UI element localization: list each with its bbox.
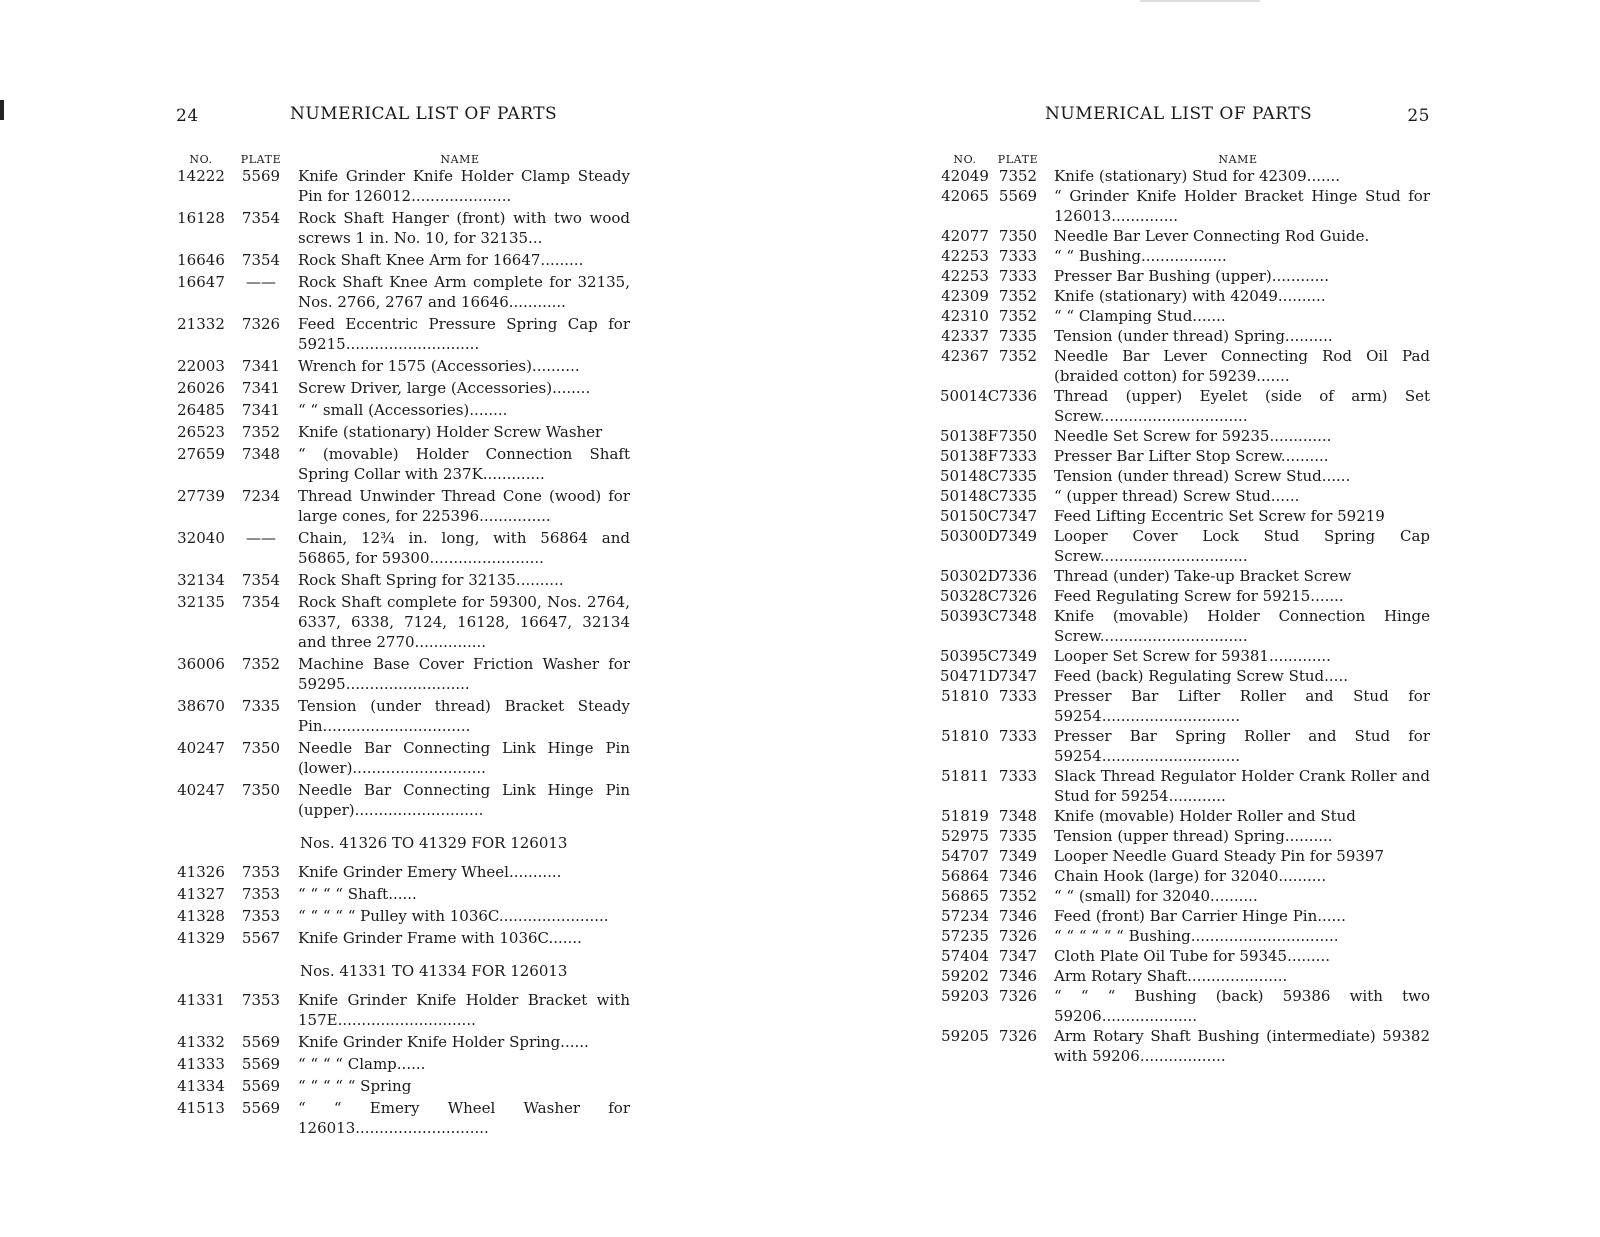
- part-row: [940, 606, 1430, 646]
- plate-number: 7352: [998, 887, 1038, 905]
- plate-number: 7335: [998, 827, 1038, 845]
- part-row: [170, 738, 630, 778]
- part-number: 50395C: [940, 647, 1000, 665]
- plate-number: 7341: [241, 357, 281, 375]
- plate-number: 7350: [998, 427, 1038, 445]
- part-row: [170, 486, 630, 526]
- part-row: [170, 780, 630, 820]
- part-number: 51810: [941, 687, 989, 705]
- plate-number: 7354: [241, 251, 281, 269]
- part-number: 51811: [941, 767, 989, 785]
- plate-number: 7348: [998, 807, 1038, 825]
- plate-number: 7350: [241, 781, 281, 799]
- part-number: 50302D: [940, 567, 1000, 585]
- column-headers: [940, 148, 1430, 166]
- plate-number: 7346: [998, 867, 1038, 885]
- plate-number: 7326: [241, 315, 281, 333]
- plate-number: 7326: [998, 1027, 1038, 1045]
- part-name: Tension (under thread) Screw Stud......: [1054, 467, 1351, 485]
- part-row: [170, 378, 630, 398]
- part-row: [170, 884, 630, 904]
- part-name: Chain, 12¾ in. long, with 56864 and 56865, for 59300........................: [298, 529, 630, 567]
- part-number: 50471D: [940, 667, 1000, 685]
- part-name: “ “ small (Accessories)........: [298, 401, 508, 419]
- part-number: 50393C: [940, 607, 1000, 625]
- part-number: 50138F: [940, 447, 999, 465]
- part-number: 32135: [177, 593, 225, 611]
- part-row: [940, 266, 1430, 286]
- part-row: [170, 356, 630, 376]
- part-number: 50014C: [940, 387, 1000, 405]
- part-number: 42253: [941, 267, 989, 285]
- part-number: 26523: [177, 423, 225, 441]
- plate-number: 7352: [998, 167, 1038, 185]
- part-number: 22003: [177, 357, 225, 375]
- part-number: 50150C: [940, 507, 1000, 525]
- plate-number: 7333: [998, 267, 1038, 285]
- plate-number: 7352: [998, 347, 1038, 365]
- part-row: [170, 422, 630, 442]
- plate-number: 7354: [241, 209, 281, 227]
- part-number: 59203: [941, 987, 989, 1005]
- part-row: [940, 526, 1430, 566]
- part-number: 40247: [177, 739, 225, 757]
- part-row: [170, 272, 630, 312]
- section-heading: Nos. 41326 TO 41329 FOR 126013: [300, 834, 568, 852]
- part-number: 41328: [177, 907, 225, 925]
- plate-number: 7333: [998, 687, 1038, 705]
- part-name: “ (movable) Holder Connection Shaft Spring Collar with 237K.............: [298, 445, 630, 483]
- plate-number: 7336: [998, 387, 1038, 405]
- parts-list: [170, 862, 630, 948]
- plate-number: 7326: [998, 987, 1038, 1005]
- part-name: “ “ Clamping Stud.......: [1054, 307, 1226, 325]
- part-row: [940, 1026, 1430, 1066]
- plate-number: 7336: [998, 567, 1038, 585]
- part-row: [170, 1098, 630, 1138]
- part-name: Needle Set Screw for 59235.............: [1054, 427, 1332, 445]
- part-number: 50148C: [940, 487, 1000, 505]
- part-number: 42077: [941, 227, 989, 245]
- part-number: 42310: [941, 307, 989, 325]
- part-name: Thread (upper) Eyelet (side of arm) Set Screw...............................: [1054, 387, 1430, 425]
- part-name: Looper Cover Lock Stud Spring Cap Screw...............................: [1054, 527, 1430, 565]
- page-title: NUMERICAL LIST OF PARTS: [1045, 104, 1313, 124]
- part-number: 50138F: [940, 427, 999, 445]
- part-number: 41331: [177, 991, 225, 1009]
- part-number: 42065: [941, 187, 989, 205]
- part-row: [940, 806, 1430, 826]
- part-number: 51810: [941, 727, 989, 745]
- part-number: 50328C: [940, 587, 1000, 605]
- plate-number: 7349: [998, 527, 1038, 545]
- part-row: [940, 486, 1430, 506]
- part-name: Knife (movable) Holder Connection Hinge Screw...............................: [1054, 607, 1430, 645]
- part-name: Knife Grinder Knife Holder Clamp Steady Pin for 126012.....................: [298, 167, 630, 205]
- left-page: [170, 100, 630, 1140]
- part-number: 57235: [941, 927, 989, 945]
- plate-number: 7333: [998, 727, 1038, 745]
- plate-number: 7348: [241, 445, 281, 463]
- part-number: 57404: [941, 947, 989, 965]
- part-row: [170, 906, 630, 926]
- part-number: 42253: [941, 247, 989, 265]
- part-row: [940, 466, 1430, 486]
- part-name: Cloth Plate Oil Tube for 59345.........: [1054, 947, 1330, 965]
- plate-number: 7352: [241, 655, 281, 673]
- plate-number: 5569: [241, 167, 281, 185]
- part-number: 38670: [177, 697, 225, 715]
- part-name: Presser Bar Bushing (upper)............: [1054, 267, 1329, 285]
- part-name: Knife (stationary) with 42049..........: [1054, 287, 1326, 305]
- part-name: Arm Rotary Shaft Bushing (intermediate) 59382 with 59206..................: [1054, 1027, 1430, 1065]
- part-name: “ “ “ “ “ Pulley with 1036C.......................: [298, 907, 609, 925]
- part-row: [170, 862, 630, 882]
- page-number: 24: [176, 106, 199, 126]
- column-header-name: NAME: [440, 153, 480, 166]
- part-number: 21332: [177, 315, 225, 333]
- part-row: [940, 826, 1430, 846]
- part-row: [940, 286, 1430, 306]
- plate-number: 5569: [998, 187, 1038, 205]
- part-number: 42049: [941, 167, 989, 185]
- part-number: 57234: [941, 907, 989, 925]
- part-number: 41513: [177, 1099, 225, 1117]
- part-name: Looper Set Screw for 59381.............: [1054, 647, 1331, 665]
- parts-list: [940, 166, 1430, 1066]
- part-name: Feed (front) Bar Carrier Hinge Pin......: [1054, 907, 1346, 925]
- part-row: [940, 446, 1430, 466]
- part-number: 42309: [941, 287, 989, 305]
- part-name: “ “ Emery Wheel Washer for 126013............................: [298, 1099, 630, 1137]
- part-number: 41327: [177, 885, 225, 903]
- column-header-no: NO.: [189, 153, 213, 166]
- plate-number: 7347: [998, 667, 1038, 685]
- part-row: [170, 1054, 630, 1074]
- part-row: [940, 326, 1430, 346]
- part-name: Tension (upper thread) Spring..........: [1054, 827, 1333, 845]
- part-name: Rock Shaft Hanger (front) with two wood screws 1 in. No. 10, for 32135...: [298, 209, 630, 247]
- plate-number: 7333: [998, 447, 1038, 465]
- part-name: Presser Bar Lifter Roller and Stud for 59254.............................: [1054, 687, 1430, 725]
- plate-number: 7326: [998, 587, 1038, 605]
- part-row: [940, 426, 1430, 446]
- part-row: [940, 586, 1430, 606]
- part-row: [940, 566, 1430, 586]
- part-number: 42337: [941, 327, 989, 345]
- part-row: [170, 990, 630, 1030]
- part-row: [940, 986, 1430, 1026]
- part-name: Needle Bar Connecting Link Hinge Pin (upper)...........................: [298, 781, 630, 819]
- part-row: [170, 592, 630, 652]
- part-row: [940, 766, 1430, 806]
- plate-number: ——: [246, 529, 276, 547]
- part-name: “ “ “ “ “ Spring: [298, 1077, 412, 1095]
- plate-number: 7335: [998, 467, 1038, 485]
- scan-artifact-line: [1140, 0, 1260, 2]
- part-name: Knife (stationary) Holder Screw Washer: [298, 423, 603, 441]
- page-edge-mark: [0, 100, 4, 120]
- plate-number: 7354: [241, 571, 281, 589]
- part-row: [940, 346, 1430, 386]
- part-row: [940, 166, 1430, 186]
- plate-number: 7352: [998, 307, 1038, 325]
- part-name: Thread (under) Take-up Bracket Screw: [1054, 567, 1352, 585]
- part-name: Needle Bar Connecting Link Hinge Pin (lower)............................: [298, 739, 630, 777]
- part-name: Screw Driver, large (Accessories)........: [298, 379, 591, 397]
- part-number: 52975: [941, 827, 989, 845]
- plate-number: 7350: [241, 739, 281, 757]
- part-number: 50148C: [940, 467, 1000, 485]
- part-number: 27739: [177, 487, 225, 505]
- plate-number: 5569: [241, 1055, 281, 1073]
- plate-number: 7341: [241, 401, 281, 419]
- part-name: “ “ “ “ Clamp......: [298, 1055, 426, 1073]
- part-number: 41329: [177, 929, 225, 947]
- page-title: NUMERICAL LIST OF PARTS: [290, 104, 558, 124]
- part-name: Presser Bar Lifter Stop Screw..........: [1054, 447, 1329, 465]
- plate-number: 7346: [998, 907, 1038, 925]
- plate-number: 7349: [998, 647, 1038, 665]
- plate-number: 7353: [241, 907, 281, 925]
- part-number: 40247: [177, 781, 225, 799]
- plate-number: 7348: [998, 607, 1038, 625]
- plate-number: ——: [246, 273, 276, 291]
- part-row: [940, 726, 1430, 766]
- part-name: Slack Thread Regulator Holder Crank Roller and Stud for 59254............: [1054, 767, 1430, 805]
- part-name: Feed (back) Regulating Screw Stud.....: [1054, 667, 1348, 685]
- part-name: “ “ “ “ Shaft......: [298, 885, 417, 903]
- plate-number: 7341: [241, 379, 281, 397]
- column-headers: [170, 148, 630, 166]
- part-name: Feed Eccentric Pressure Spring Cap for 59215............................: [298, 315, 630, 353]
- part-row: [940, 226, 1430, 246]
- part-number: 54707: [941, 847, 989, 865]
- part-name: Needle Bar Lever Connecting Rod Oil Pad (braided cotton) for 59239.......: [1054, 347, 1430, 385]
- part-row: [940, 386, 1430, 426]
- plate-number: 7346: [998, 967, 1038, 985]
- parts-list: [170, 990, 630, 1138]
- part-row: [170, 400, 630, 420]
- plate-number: 7352: [998, 287, 1038, 305]
- part-name: Rock Shaft complete for 59300, Nos. 2764, 6337, 6338, 7124, 16128, 16647, 32134 and three 2770...............: [298, 593, 630, 651]
- part-row: [940, 666, 1430, 686]
- part-number: 16646: [177, 251, 225, 269]
- plate-number: 7349: [998, 847, 1038, 865]
- part-name: Feed Regulating Screw for 59215.......: [1054, 587, 1344, 605]
- part-name: Knife Grinder Emery Wheel...........: [298, 863, 562, 881]
- plate-number: 7234: [241, 487, 281, 505]
- part-number: 41332: [177, 1033, 225, 1051]
- part-number: 27659: [177, 445, 225, 463]
- part-number: 26026: [177, 379, 225, 397]
- part-number: 32040: [177, 529, 225, 547]
- part-row: [940, 846, 1430, 866]
- plate-number: 5567: [241, 929, 281, 947]
- part-row: [170, 696, 630, 736]
- right-page-header: [940, 100, 1430, 148]
- plate-number: 7350: [998, 227, 1038, 245]
- part-row: [170, 444, 630, 484]
- part-name: Feed Lifting Eccentric Set Screw for 59219: [1054, 507, 1385, 525]
- part-row: [940, 186, 1430, 226]
- parts-list: [170, 166, 630, 820]
- part-number: 56865: [941, 887, 989, 905]
- part-number: 59202: [941, 967, 989, 985]
- part-name: Knife (stationary) Stud for 42309.......: [1054, 167, 1341, 185]
- section-heading: Nos. 41331 TO 41334 FOR 126013: [300, 962, 568, 980]
- part-name: Rock Shaft Knee Arm for 16647.........: [298, 251, 584, 269]
- plate-number: 5569: [241, 1033, 281, 1051]
- part-name: Tension (under thread) Spring..........: [1054, 327, 1333, 345]
- right-page: [940, 100, 1430, 1066]
- plate-number: 7326: [998, 927, 1038, 945]
- part-row: [170, 528, 630, 568]
- part-row: [940, 866, 1430, 886]
- plate-number: 7335: [241, 697, 281, 715]
- plate-number: 7335: [998, 327, 1038, 345]
- column-header-plate: PLATE: [240, 153, 282, 166]
- part-number: 16128: [177, 209, 225, 227]
- part-row: [940, 506, 1430, 526]
- part-row: [170, 928, 630, 948]
- part-row: [940, 946, 1430, 966]
- part-row: [940, 926, 1430, 946]
- part-number: 41326: [177, 863, 225, 881]
- plate-number: 7347: [998, 507, 1038, 525]
- part-number: 51819: [941, 807, 989, 825]
- left-page-header: [170, 100, 630, 148]
- plate-number: 7353: [241, 863, 281, 881]
- part-row: [170, 1032, 630, 1052]
- plate-number: 7347: [998, 947, 1038, 965]
- part-row: [940, 306, 1430, 326]
- part-name: Rock Shaft Knee Arm complete for 32135, Nos. 2766, 2767 and 16646............: [298, 273, 630, 311]
- part-number: 59205: [941, 1027, 989, 1045]
- plate-number: 7335: [998, 487, 1038, 505]
- part-name: “ “ Bushing..................: [1054, 247, 1227, 265]
- part-row: [940, 886, 1430, 906]
- part-name: “ “ “ “ “ “ Bushing...............................: [1054, 927, 1339, 945]
- part-number: 42367: [941, 347, 989, 365]
- part-row: [170, 314, 630, 354]
- column-header-no: NO.: [953, 153, 977, 166]
- part-row: [940, 686, 1430, 726]
- part-name: Knife Grinder Knife Holder Spring......: [298, 1033, 589, 1051]
- part-name: Thread Unwinder Thread Cone (wood) for large cones, for 225396...............: [298, 487, 630, 525]
- part-name: “ (upper thread) Screw Stud......: [1054, 487, 1300, 505]
- part-row: [940, 646, 1430, 666]
- part-name: “ “ “ Bushing (back) 59386 with two 59206....................: [1054, 987, 1430, 1025]
- part-name: Machine Base Cover Friction Washer for 59295..........................: [298, 655, 630, 693]
- part-number: 26485: [177, 401, 225, 419]
- part-row: [170, 570, 630, 590]
- plate-number: 7353: [241, 885, 281, 903]
- part-row: [940, 246, 1430, 266]
- plate-number: 7333: [998, 247, 1038, 265]
- plate-number: 7354: [241, 593, 281, 611]
- column-header-name: NAME: [1218, 153, 1258, 166]
- part-row: [170, 250, 630, 270]
- column-header-plate: PLATE: [997, 153, 1039, 166]
- part-name: Looper Needle Guard Steady Pin for 59397: [1054, 847, 1385, 865]
- part-row: [170, 208, 630, 248]
- plate-number: 5569: [241, 1099, 281, 1117]
- part-name: “ Grinder Knife Holder Bracket Hinge Stud for 126013..............: [1054, 187, 1430, 225]
- part-row: [170, 166, 630, 206]
- part-number: 14222: [177, 167, 225, 185]
- part-number: 56864: [941, 867, 989, 885]
- part-number: 32134: [177, 571, 225, 589]
- plate-number: 5569: [241, 1077, 281, 1095]
- part-name: Presser Bar Spring Roller and Stud for 59254.............................: [1054, 727, 1430, 765]
- page-number: 25: [1407, 106, 1430, 126]
- part-name: Wrench for 1575 (Accessories)..........: [298, 357, 580, 375]
- part-name: Knife Grinder Frame with 1036C.......: [298, 929, 582, 947]
- part-row: [170, 654, 630, 694]
- part-number: 50300D: [940, 527, 1000, 545]
- part-row: [940, 966, 1430, 986]
- plate-number: 7352: [241, 423, 281, 441]
- part-name: Knife Grinder Knife Holder Bracket with 157E.............................: [298, 991, 630, 1029]
- part-name: Chain Hook (large) for 32040..........: [1054, 867, 1327, 885]
- part-name: Needle Bar Lever Connecting Rod Guide.: [1054, 227, 1370, 245]
- part-name: Tension (under thread) Bracket Steady Pin...............................: [298, 697, 630, 735]
- part-number: 41333: [177, 1055, 225, 1073]
- part-number: 16647: [177, 273, 225, 291]
- part-row: [940, 906, 1430, 926]
- part-name: Arm Rotary Shaft.....................: [1054, 967, 1288, 985]
- part-number: 41334: [177, 1077, 225, 1095]
- plate-number: 7353: [241, 991, 281, 1009]
- part-name: Rock Shaft Spring for 32135..........: [298, 571, 564, 589]
- part-name: Knife (movable) Holder Roller and Stud: [1054, 807, 1356, 825]
- part-number: 36006: [177, 655, 225, 673]
- part-name: “ “ (small) for 32040..........: [1054, 887, 1258, 905]
- part-row: [170, 1076, 630, 1096]
- plate-number: 7333: [998, 767, 1038, 785]
